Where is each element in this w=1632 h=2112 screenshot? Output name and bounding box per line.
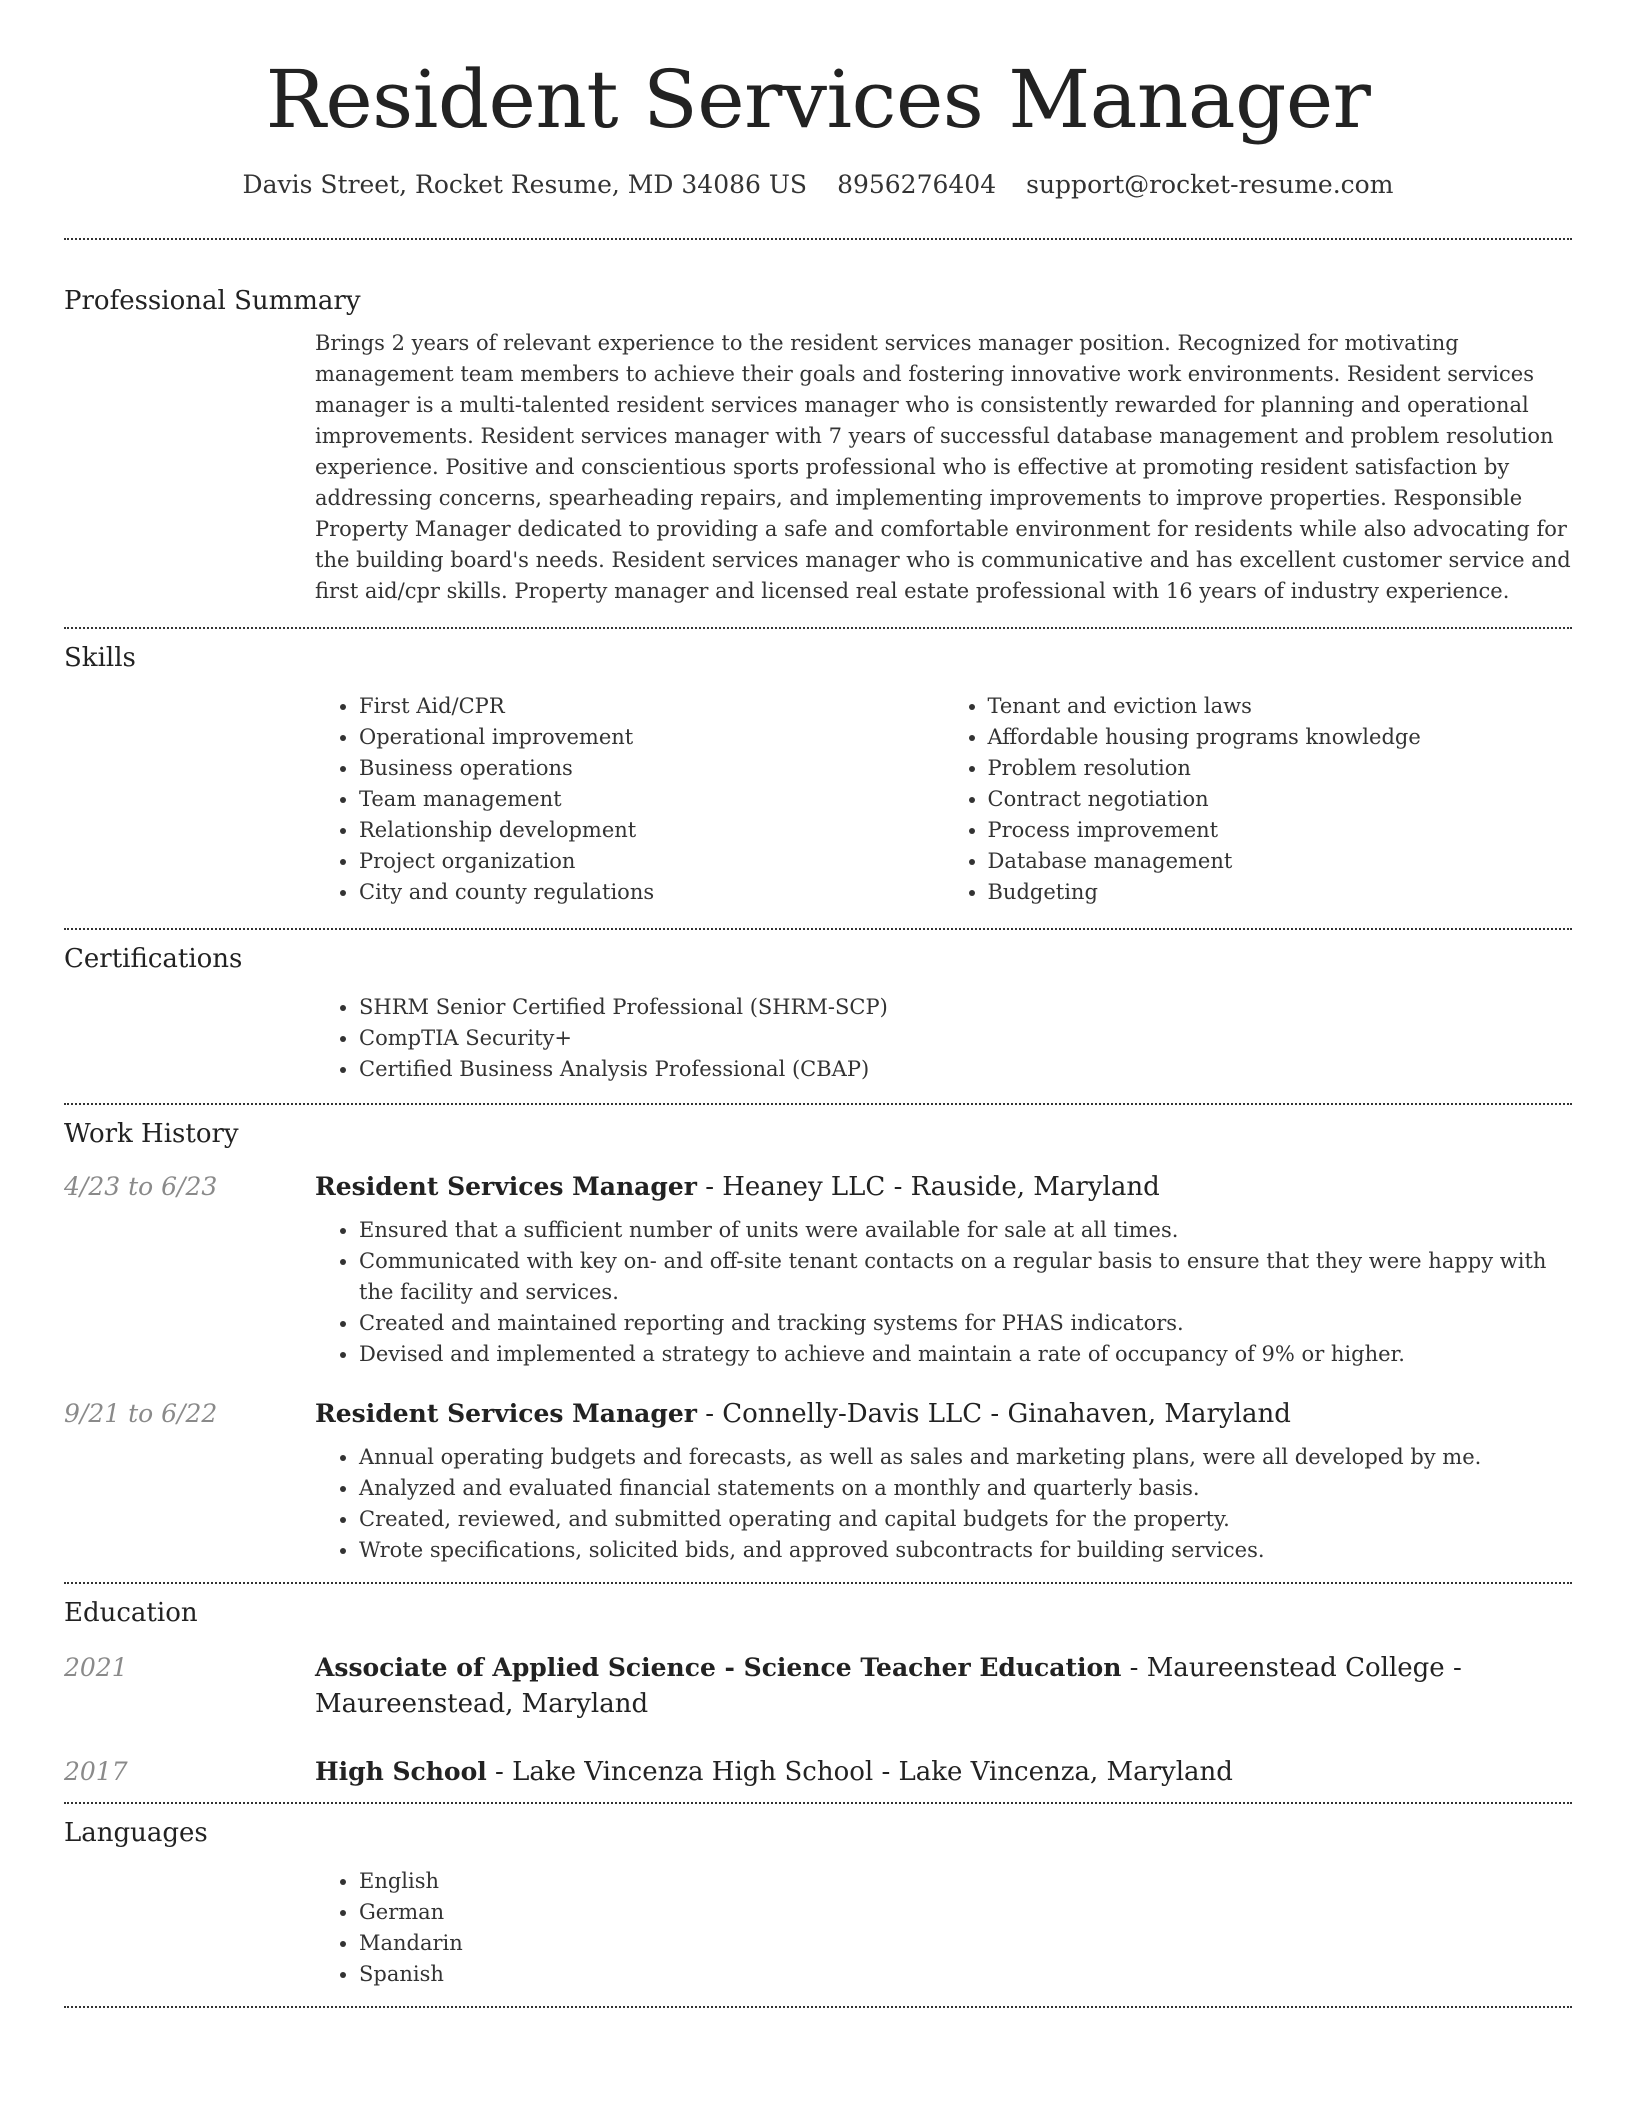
skill-item: • Budgeting — [988, 877, 1573, 908]
section-title-certifications: Certifications — [64, 944, 243, 974]
section-title-work-history: Work History — [64, 1119, 239, 1149]
skills-section — [64, 629, 1572, 928]
job-title — [315, 1396, 1572, 1432]
summary-section — [64, 240, 1572, 627]
skill-item: • Database management — [988, 846, 1573, 877]
resume-page — [64, 0, 1572, 2008]
contact-phone: 8956276404 — [837, 170, 997, 199]
job-role: Resident Services Manager — [315, 1399, 697, 1428]
contact-email: support@rocket-resume.com — [1026, 170, 1394, 199]
section-title-skills: Skills — [64, 643, 136, 673]
job-title — [315, 1169, 1572, 1205]
education-section — [64, 1584, 1572, 1802]
education-year: 2021 — [64, 1653, 128, 1682]
section-title-education: Education — [64, 1598, 198, 1628]
job-bullets — [315, 1215, 1572, 1370]
divider — [64, 2006, 1572, 2008]
education-degree: Associate of Applied Science - Science Teacher Education — [315, 1653, 1122, 1682]
job-bullet: • Devised and implemented a strategy to achieve and maintain a rate of occupancy of 9% or higher. — [359, 1339, 1572, 1370]
job-bullet: • Annual operating budgets and forecasts, as well as sales and marketing plans, were all developed by me. — [359, 1442, 1572, 1473]
job-bullet: • Wrote specifications, solicited bids, and approved subcontracts for building services. — [359, 1535, 1572, 1566]
education-title — [315, 1650, 1572, 1722]
job-dates: 4/23 to 6/23 — [64, 1172, 218, 1201]
skill-item: • Tenant and eviction laws — [988, 691, 1573, 722]
languages-section — [64, 1804, 1572, 2006]
languages-list — [315, 1866, 1572, 1990]
skill-item: • Operational improvement — [359, 722, 944, 753]
skill-item: • Project organization — [359, 846, 944, 877]
section-title-languages: Languages — [64, 1818, 208, 1848]
language-item: • Mandarin — [359, 1928, 1572, 1959]
certification-item: • SHRM Senior Certified Professional (SHRM-SCP) — [359, 992, 1572, 1023]
job-bullets — [315, 1442, 1572, 1566]
job-bullet: • Ensured that a sufficient number of units were available for sale at all times. — [359, 1215, 1572, 1246]
skill-item: • Process improvement — [988, 815, 1573, 846]
work-history-section — [64, 1105, 1572, 1582]
skill-item: • Business operations — [359, 753, 944, 784]
education-title — [315, 1754, 1572, 1790]
skills-list-left — [315, 691, 944, 908]
education-year: 2017 — [64, 1757, 128, 1786]
job-bullet: • Created and maintained reporting and tracking systems for PHAS indicators. — [359, 1308, 1572, 1339]
job-bullet: • Analyzed and evaluated financial statements on a monthly and quarterly basis. — [359, 1473, 1572, 1504]
contact-address: Davis Street, Rocket Resume, MD 34086 US — [242, 170, 808, 199]
certifications-list — [315, 992, 1572, 1085]
job-role: Resident Services Manager — [315, 1172, 697, 1201]
education-entry — [64, 1650, 1572, 1722]
job-employer: - Connelly-Davis LLC - Ginahaven, Maryland — [696, 1399, 1291, 1429]
candidate-name: Resident Services Manager — [265, 53, 1371, 146]
certification-item: • CompTIA Security+ — [359, 1023, 1572, 1054]
job-employer: - Heaney LLC - Rauside, Maryland — [696, 1172, 1160, 1202]
job-dates: 9/21 to 6/22 — [64, 1399, 218, 1428]
skills-list-right — [944, 691, 1573, 908]
certification-item: • Certified Business Analysis Professional (CBAP) — [359, 1054, 1572, 1085]
job-entry — [64, 1169, 1572, 1370]
language-item: • Spanish — [359, 1959, 1572, 1990]
job-bullet: • Created, reviewed, and submitted operating and capital budgets for the property. — [359, 1504, 1572, 1535]
skill-item: • Problem resolution — [988, 753, 1573, 784]
skill-item: • City and county regulations — [359, 877, 944, 908]
education-degree: High School — [315, 1757, 487, 1786]
language-item: • English — [359, 1866, 1572, 1897]
skill-item: • Contract negotiation — [988, 784, 1573, 815]
job-entry — [64, 1396, 1572, 1566]
education-entry — [64, 1754, 1572, 1790]
certifications-section — [64, 930, 1572, 1103]
education-school: - Maureenstead College - Maureenstead, Maryland — [315, 1653, 1462, 1719]
language-item: • German — [359, 1897, 1572, 1928]
skill-item: • First Aid/CPR — [359, 691, 944, 722]
section-title-summary: Professional Summary — [64, 286, 361, 316]
education-school: - Lake Vincenza High School - Lake Vincenza, Maryland — [486, 1757, 1233, 1787]
skill-item: • Affordable housing programs knowledge — [988, 722, 1573, 753]
job-bullet: • Communicated with key on- and off-site tenant contacts on a regular basis to ensure that they were happy with the facility and services. — [359, 1246, 1572, 1308]
skill-item: • Team management — [359, 784, 944, 815]
skill-item: • Relationship development — [359, 815, 944, 846]
summary-text: Brings 2 years of relevant experience to the resident services manager position. Recognized for motivating management team members to achieve their goals and fostering innovative work environments. Resident services manager is a multi-talented resident services manager who is consistently rewarded for planning and operational improvements. Resident services manager with 7 years of successful database management and problem resolution experience. Positive and conscientious sports professional who is effective at promoting resident satisfaction by addressing concerns, spearheading repairs, and implementing improvements to improve properties. Responsible Property Manager dedicated to providing a safe and comfortable environment for residents while also advocating for the building board's needs. Resident services manager who is communicative and has excellent customer service and first aid/cpr skills. Property manager and licensed real estate professional with 16 years of industry experience. — [315, 331, 1571, 603]
contact-line — [64, 168, 1572, 202]
